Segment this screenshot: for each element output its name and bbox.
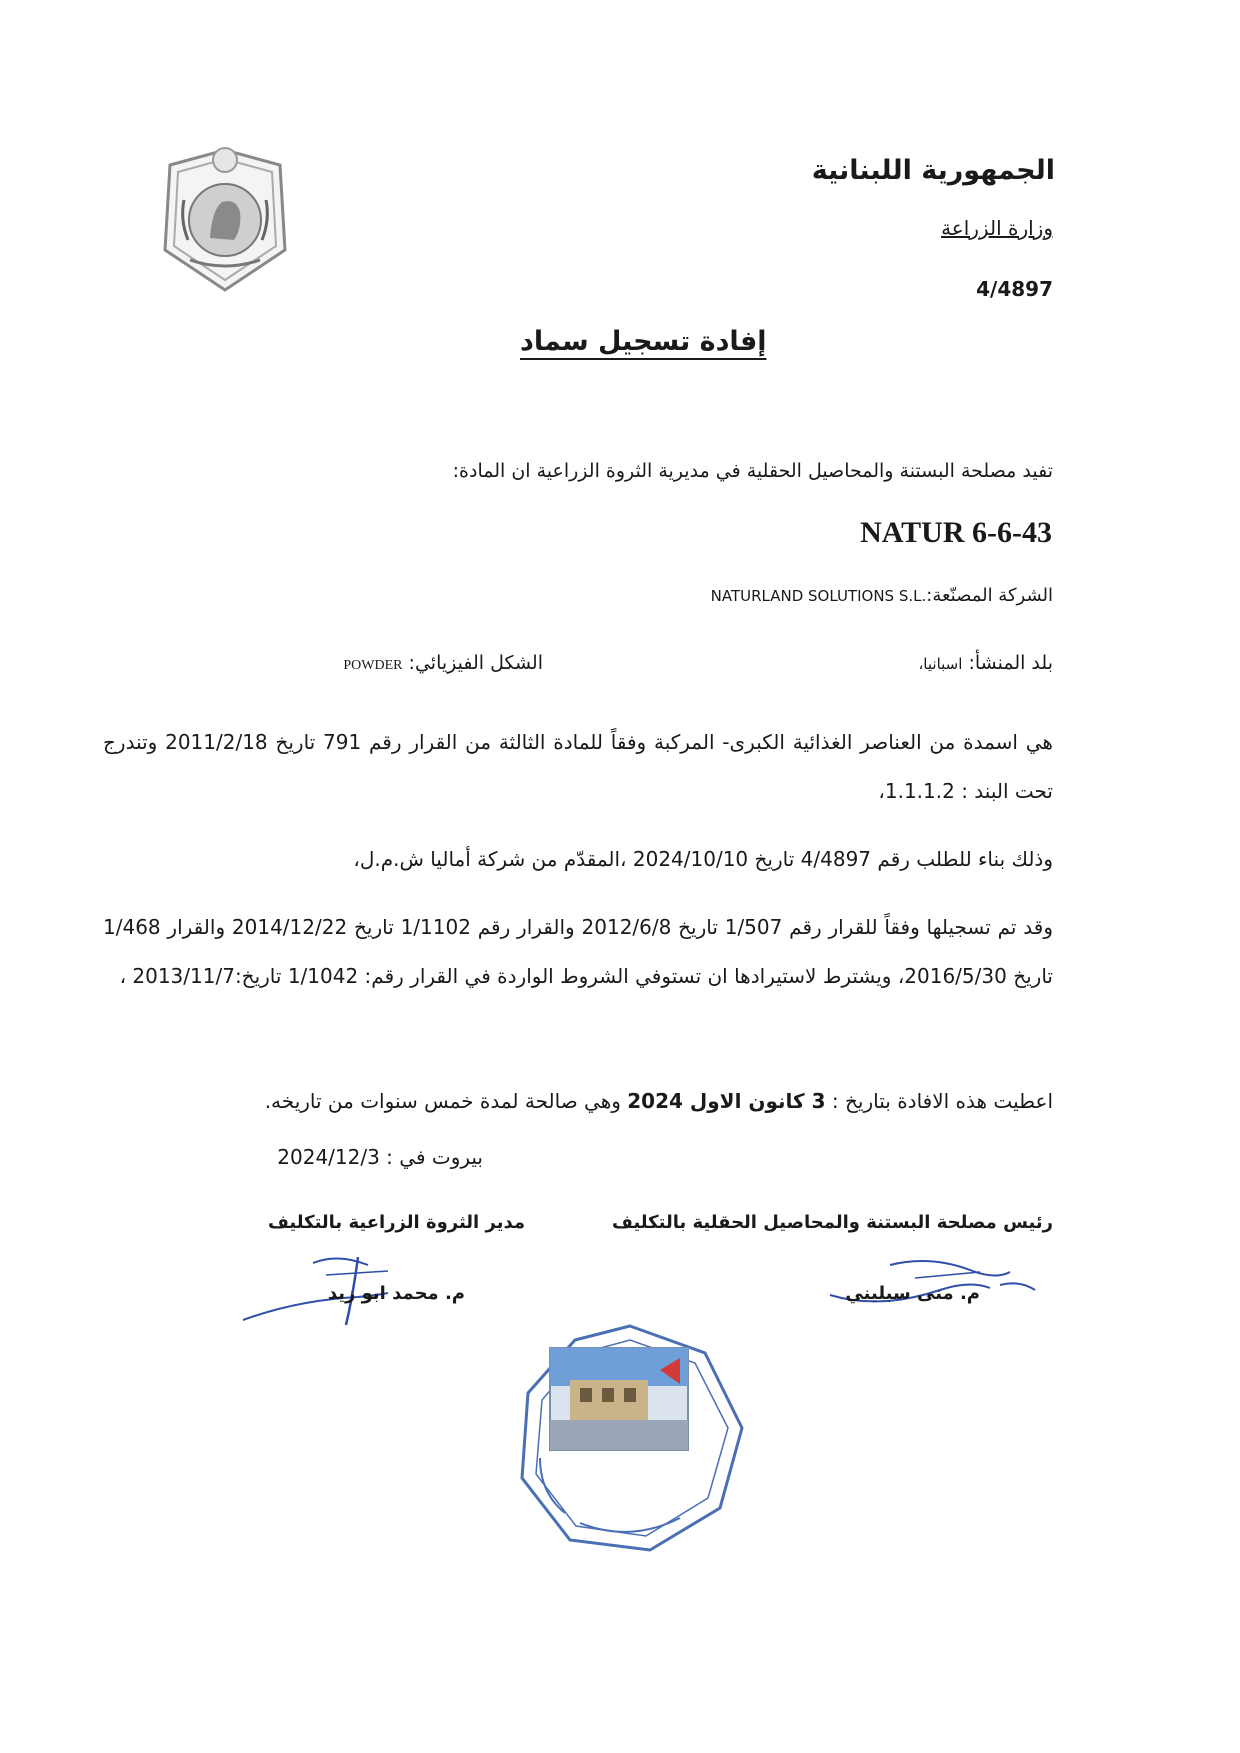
paragraph-registration: وقد تم تسجيلها وفقاً للقرار رقم 1/507 تاريخ 2012/6/8 والقرار رقم 1/1102 تاريخ 2014/12/22 والقرار 1/468 تاريخ 2016/5/30، ويشترط لاستيرادها ان تستوفي الشروط الواردة في القرار رقم: 1/1042 تاريخ:2013/11/7 ، [103,915,1054,988]
origin-label: بلد المنشأ: [968,652,1053,674]
signatory-right-name: م. منى سبليني [845,1283,980,1304]
paragraph-classification: هي اسمدة من العناصر الغذائية الكبرى- المركبة وفقاً للمادة الثالثة من القرار رقم 791 تاريخ 2011/2/18 وتندرج تحت البند : 1.1.1.2، [103,730,1053,803]
validity-suffix: وهي صالحة لمدة خمس سنوات من تاريخه. [264,1089,621,1113]
paragraph-request: وذلك بناء للطلب رقم 4/4897 تاريخ 2024/10/10 ،المقدّم من شركة أماليا ش.م.ل، [353,847,1053,871]
origin-value: اسبانيا، [918,655,963,673]
form-line [343,652,543,674]
paragraph-validity [103,1077,1053,1126]
manufacturer-line [711,585,1053,606]
ministry-emblem [150,140,300,300]
signatory-right-title: رئيس مصلحة البستنة والمحاصيل الحقلية بالتكليف [612,1212,1053,1233]
document-title: إفادة تسجيل سماد [520,326,767,357]
issue-date: 3 كانون الاول 2024 [627,1089,826,1113]
form-value: POWDER [343,658,403,673]
form-label: الشكل الفيزيائي: [408,652,543,674]
place-date: بيروت في : 2024/12/3 [277,1145,483,1169]
origin-line [918,652,1053,674]
intro-line: تفيد مصلحة البستنة والمحاصيل الحقلية في مديرية الثروة الزراعية ان المادة: [452,460,1053,482]
manufacturer-label: الشركة المصنّعة: [926,585,1053,606]
country-title: الجمهورية اللبنانية [811,155,1055,186]
validity-prefix: اعطيت هذه الافادة بتاريخ : [831,1089,1053,1113]
product-name: NATUR 6-6-43 [860,516,1052,549]
signatory-left-name: م. محمد ابو زيد [327,1283,465,1304]
official-stamp [510,1318,750,1558]
reference-number: 4/4897 [976,277,1053,301]
signatory-left-title: مدير الثروة الزراعية بالتكليف [267,1212,525,1233]
manufacturer-value: NATURLAND SOLUTIONS S.L. [710,587,927,605]
ministry-name: وزارة الزراعة [941,216,1053,240]
